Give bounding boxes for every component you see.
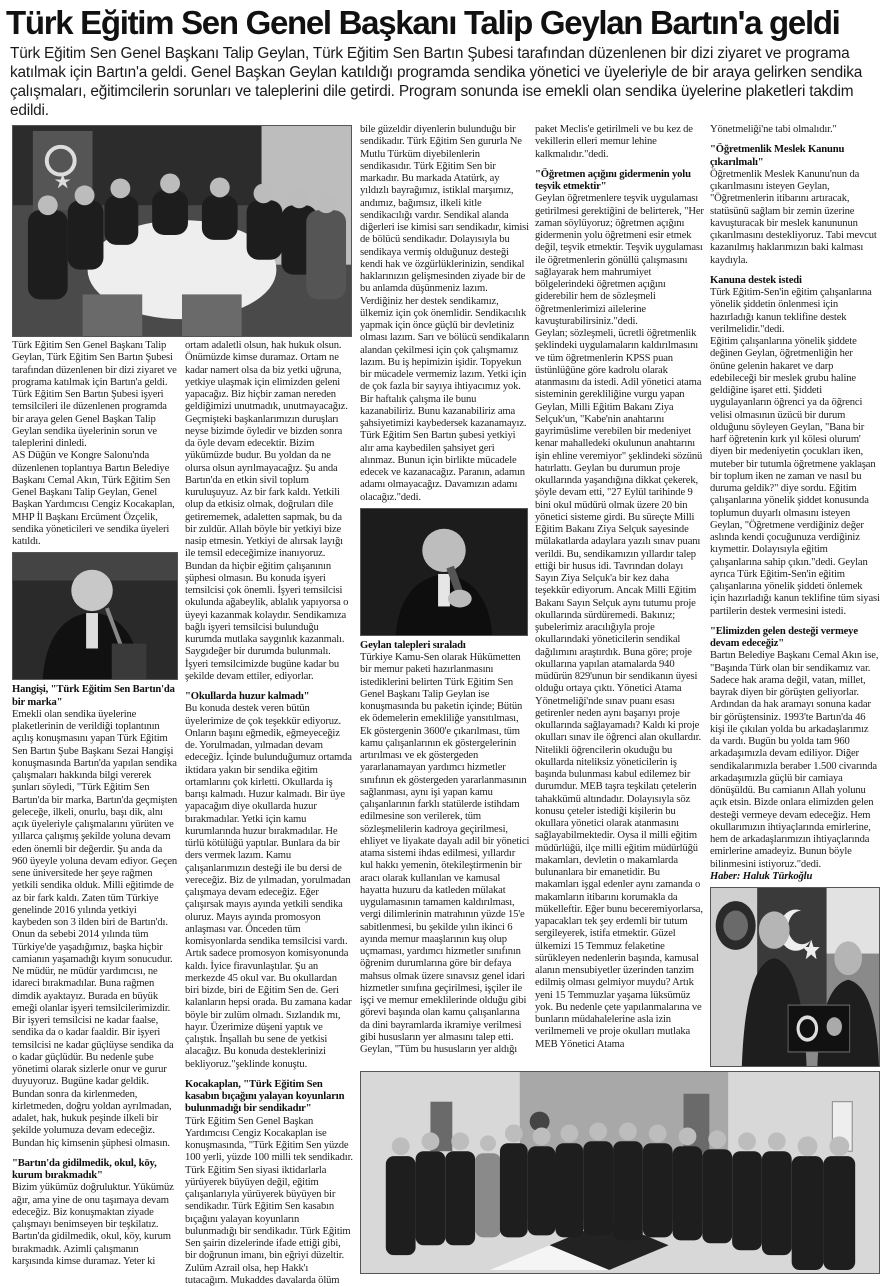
subheading-geylan-talepleri: Geylan talepleri sıraladı — [360, 640, 530, 652]
plaque-image — [711, 888, 879, 1066]
paragraph: Geylan öğretmenlere teşvik uygulaması getirilmesi gerektiğini de belirterek, "Her zaman söylüyoruz; öğretmen açığını gidermenin yolu öğretmeni esir etmek değil, teşvik etmektir. Teşvik uygulaması ile öğretmenlerin gönüllü çalışmasını sağlayarak hem mahrumiyet bölgelerindeki öğretmen açığını giderebilir hem de sözleşmeli öğretmenlerimizi ailelerine kavuşturabilirsiniz."dedi. — [535, 193, 705, 328]
group-photo — [360, 1071, 880, 1274]
article-lead: Türk Eğitim Sen Genel Başkanı Talip Geylan, Türk Eğitim Sen Bartın Şubesi tarafından düzenlenen bir dizi ziyaret ve programa katılmak için Bartın'a geldi. Genel Başkan Geylan katıldığı programda sendika yönetici ve üyeleriyle de bir araya gelirken sendika çalışmaları, eğitimcilerin sorunları ve taleplerini dile getirdi. Program sonunda ise emekli olan sendika üyelerine plaketleri takdim edildi. — [10, 44, 880, 120]
paragraph: Eğitim çalışanlarına yönelik şiddete değinen Geylan, öğretmenliğin her önüne gelenin hakaret ve darp edebileceği bir meslek grubu haline geldiğine işaret etti. Şiddeti uygulayanların öğrenci ya da öğrenci velisi olmasının üzücü bir durum olduğunu söyleyen Geylan, "Bana bir harf öğretenin kırk yıl kölesi olurum' diyen bir medeniyetin çocukları iken, muteber bir tutumla öğretmene yaklaşan bir toplum iken ne zaman ve nasıl bu duruma geldik?" diye sordu. Eğitim çalışanlarına yönelik şiddet konusunda toplumun duyarlı olmasını isteyen Geylan, "Öğretmene verdiğiniz değer aslında kendi çocuğunuza verdiğiniz kıymettir. Dolayısıyla eğitim çalışanlarına sahip çıkın."dedi. Geylan ayrıca Türk Eğitim-Sen'in eğitim çalışanlarına yönelik şiddeti önlemek için hazırladığı kanun teklifine tüm siyasi partilerin destek vermesini istedi. — [710, 336, 880, 618]
paragraph: Türk Eğitim Sen Genel Başkan Yardımcısı Cengiz Kocakaplan ise konuşmasında, "Türk Eğitim Sen yüzde 100 yerli, yüzde 100 milli tek sendikadır. Türk Eğitim Sen siyasi iktidarlarla yürüyerek büyüyen değil, eğitim çalışanlarıyla yürüyerek büyüyen bir sendikadır. Türk Eğitim Sen kasabın bıçağını yalayan koyunların bulunmadığı bir sendikadır. Türk Eğitim Sen şairin dizelerinde ifade ettiği gibi, bir doğrunun imanı, bin eğriyi düzeltir. Zulüm Azrail olsa, hep Hakk'ı tutacağım. Mukaddes davalarda ölüm — [185, 1116, 353, 1287]
column-2 — [185, 340, 353, 1287]
column-4 — [535, 124, 705, 1051]
subheading-ogretmen-acigi: "Öğretmen açığını gidermenin yolu teşvik etmektir" — [535, 169, 705, 194]
column-1 — [12, 340, 178, 1268]
dinner-table-photo — [12, 125, 352, 337]
speaker-left-image — [13, 553, 177, 679]
article-byline: Haber: Haluk Türkoğlu — [710, 871, 880, 883]
paragraph: paket Meclis'e getirilmeli ve bu kez de vekillerin elleri memur lehine kalkmalıdır."dedi. — [535, 124, 705, 161]
speaker-photo-center — [360, 508, 528, 636]
article-headline: Türk Eğitim Sen Genel Başkanı Talip Geylan Bartın'a geldi — [6, 2, 880, 44]
photo-caption: Türk Eğitim Sen Genel Başkanı Talip Geylan, Türk Eğitim Sen Bartın Şubesi tarafından düzenlenen bir dizi ziyaret ve programa katılmak için Bartın'a geldi. Türk Eğitim Sen Bartın Şubesi işyeri temsilcileri ile düzenlenen programda bir araya gelen Genel Başkan Talip Geylan sendika üyelerinin sorun ve taleplerini dinledi. — [12, 340, 178, 450]
subheading-elimizden-gelen: "Elimizden gelen desteği vermeye devam edeceğiz" — [710, 626, 880, 651]
subheading-hangisi: Hangişi, "Türk Eğitim Sen Bartın'da bir marka" — [12, 684, 178, 709]
speaker-photo-left — [12, 552, 178, 680]
column-5 — [710, 124, 880, 883]
group-image — [361, 1072, 879, 1273]
subheading-bartin: "Bartın'da gidilmedik, okul, köy, kurum bırakmadık" — [12, 1158, 178, 1183]
dinner-table-image — [13, 126, 351, 336]
photo-caption-continued: AS Düğün ve Kongre Salonu'nda düzenlenen toplantıya Bartın Belediye Başkanı Cemal Akın, Türk Eğitim Sen Genel Başkanı Talip Geylan, Genel Başkan Yardımcısı Cengiz Kocakaplan, MHP İl Başkanı Ercüment Özçelik, sendika yöneticileri ve sendika üyeleri katıldı. — [12, 450, 178, 548]
subheading-okullarda: "Okullarda huzur kalmadı" — [185, 691, 353, 703]
speaker-center-image — [361, 509, 527, 635]
paragraph: Geylan; sözleşmeli, ücretli öğretmenlik şeklindeki uygulamaların kaldırılmasını ve tüm öğretmenlerin KPSS puan üstünlüğüne göre kadrolu olarak atanmasını da istedi. Adil yönetici atama sisteminin gerekliliğine vurgu yapan Geylan, Milli Eğitim Bakanı Ziya Selçuk'un, "Kabe'nin anahtarını gayrimüslime verebilen bir medeniyet kenar mahalledeki okulunun anahtarını işin ehline veremiyor" şeklindeki sözünü hatırlattı. Geylan bu durumun proje okullarında yaşandığına dikkat çekerek, şöyle devam etti, "27 Eylül tarihinde 9 bini okul müdürü olmak üzere 20 bin yönetici sisteme girdi. Bu süreçte Milli Eğitim Bakanı Ziya Selçuk sayesinde mülakatlarda adaylara yazılı sınav puanı verildi. Bu, sendikamızın yıllardır talep ettiği bir husus idi. Tavrından dolayı Sayın Ziya Selçuk'a bir kez daha teşekkür ediyorum. Ancak Milli Eğitim Bakanı Sayın Selçuk aynı tutumu proje okullarında sürdüremedi. Bakınız; şubelerimiz aracılığıyla proje okullarındaki yöneticilerin sendikal dağılımını araştırdık. Buna göre; proje okullarına yapılan atamalarda 940 müdürün 829'unun bir sendikanın üyesi olduğu ortaya çıktı. Yönetici Atama Yönetmeliği'nde sınav puanı esası getirenler neden aynı başarıyı proje okullarında sağlayamadı? Kaldı ki proje okulları sınav ile öğrenci alan okullardır. Nitelikli öğrencilerin okuduğu bu okullarda niteliksiz yöneticilerin iş başında bulunması kabul edilemez bir durumdur. MEB taşra teşkilatı çetelerin tahakkümü altındadır. Dolayısıyla söz konusu çeteler istediği kişilerin bu okullara yönetici olarak atanmasını sağlayabilmektedir. Oysa il milli eğitim müdürlüğü, ilçe milli eğitim müdürlüğü makamları, devletin o makamlarda bulunanlara bir emanetidir. Bu makamları işgal edenler aynı zamanda o makamların itibarını korumakla da — [535, 328, 705, 904]
paragraph: Bizim yükümüz doğruluktur. Yükümüz ağır, ama yine de onu taşımaya devam edeceğiz. Biz konuşmaktan ziyade çalışmayı benimseyen bir teşkilatız. Bartın'da gidilmedik, okul, köy, kurum bırakmadık. Azimli çalışmanın karşısında kimse duramaz. Yeter ki — [12, 1182, 178, 1268]
subheading-kanuna-destek: Kanuna destek istedi — [710, 275, 880, 287]
plaque-photo — [710, 887, 880, 1067]
paragraph: ortam adaletli olsun, hak hukuk olsun. Önümüzde kimse duramaz. Ortam ne kadar namert olsa da biz yetki uğruna, yetkiye ulaşmak için elimizden geleni yapacağız. Biz hiçbir zaman nereden geldiğimizi unutmadık, unutmayacağız. Geçmişteki başkanlarımızın duruşları neyse bizimde öyledir ve bizden sonra da öyle devam edecektir. Bizim yükümüzde budur. Bu yoldan da ne olursa olsun ayrılmayacağız. Şu anda Bartın'da en etkin sivil toplum kuruluşuyuz. Az bir fark kaldı. Yetkili olup da etkisiz olmak, doğruları dile getirememek, adaletten sapmak, bu da bir zuldür. Allah böyle bir yetkiyi bize nasip etmesin. Yetkiyi de alırsak layığı ile temsil edeceğimize inanıyoruz. Bundan da hiçbir eğitim çalışanının şüphesi olmasın. Bu konuda işyeri temsilcisi çok önemli. İşyeri temsilcisi okulunda ağabeylik, ablalık yapıyorsa o üyeyi kazanmak kolaydır. Sendikamıza bağlı işyeri temsilcisi bulunduğu kurumda mutlaka saygınlık kazanmalı. Saygıdeğer bir durumda bulunmalı. İşyeri temsilcimizde bugüne kadar bu şekilde devam ettiler, ediyorlar. — [185, 340, 353, 683]
column-4-wrap — [535, 904, 705, 1051]
paragraph: Türkiye Kamu-Sen olarak Hükümetten bir memur paketi hazırlanmasını istediklerini belirten Türk Eğitim Sen Genel Başkanı Talip Geylan ise konuşmasında bu paketin içinde; Bütün ek ödemelerin emekliliğe yansıtılması, Ek göstergenin 3600'e çıkarılması, tüm kamu çalışanlarının ek göstergelerinin artırılması ve ek göstergeden yararlanamayan yardımcı hizmetler sınıfının ek göstergeden yararlanmasının sağlanması, aynı işi yapan kamu çalışanlarının farklı statülerde istihdam edilmesine son verilerek, tüm sözleşmelilerin kadroya geçirilmesi, ehliyet ve liyakate dayalı adil bir yönetici atama sistemi ihdas edilmesi, yıllardır kul hakkı yemenin, ötekileştirmenin bir aracı olarak kullanılan ve kamusal hayatta huzuru da katleden mülakat uygulamasının tamamen kaldırılması, vergi dilimlerinin matrahının yüzde 15'e sabitlenmesi, bu şekilde yılın ikinci 6 ayında memur maaşlarının kuş olup uçmaması, yardımcı hizmetler sınıfının öğrenim durumlarına göre bir defaya mahsus olmak üzere sınavsız genel idari hizmetler sınıfına geçirilmesi, işçiler ile işçi ve memur emeklilerinde olduğu gibi görevi başında olan kamu çalışanlarına da dini bayramlarda ikramiye verilmesi gibi hususların yer almasını talep etti. Geylan, "Tüm bu hususların yer aldığı — [360, 652, 530, 1056]
paragraph: Bartın Belediye Başkanı Cemal Akın ise, "Başında Türk olan bir sendikamız var. Sadece hak arama değil, vatan, millet, bayrak diyen bir görüşten geliyorlar. Ardından da hak aramayı sonuna kadar bir görüştensiniz. 1993'te Bartın'da 46 kişi ile çıkılan yolda bu arkadaşlarımız da vardı. Bugün bu yolda tam 960 arkadaşımızla devam ediliyor. Diğer sendikalarımızla beraber 1.500 civarında arkadaşımızla güçlü bir camiaya dönüşüldü. Bu camianın Allah yolunu açık etsin. Bizde onlara elimizden gelen desteği vermeye devam edeceğiz. Hem okullarımızın ihtiyaçlarında emirlerine, hem de arkadaşlarımızın ihtiyaçlarında emirlerine amadeyiz. Bunun böyle bilinmesini istiyoruz."dedi. — [710, 650, 880, 871]
paragraph: mükelleftir. Eğer bunu beceremiyorlarsa, yapacakları tek şey erdemli bir tutum sergileyerek, istifa etmektir. Güzel ülkemizi 15 Temmuz felaketine sürükleyen nedenlerin başında, kamusal alanın mensubiyetler üzerinden tanzim edilmiş olması gelmiyor muydu? Artık yeni 15 Temmuzlar yaşama lüksümüz yok. Bu nedenle çete yapılanmalarına ve bunların müdahalelerine asla izin verilmemeli ve proje okulları mutlaka MEB Yönetici Atama — [535, 904, 705, 1051]
paragraph: Emekli olan sendika üyelerine plaketlerinin de verildiği toplantının açılış konuşmasını yapan Türk Eğitim Sen Bartın Şube Başkanı Sezai Hangişi konuşmasında Bartın'da yapılan sendika çalışmaları hakkında bilgi vererek şunları söyledi, "Türk Eğitim Sen Bartın'da bir marka, Bartın'da geçmişten geleceğe, ilkeli, onurlu, başı dik, alnı açık üyeleriyle çalışmalarını yürüten ve yıllarca çalışmış şekilde yoluna devam eden önemli bir değerdir. Şu anda da 960 üyeyle yoluna devam ediyor. Geçen sene üniversitede her şeye rağmen yetkili sendika olduk. Milli eğitimde de az bir fark kaldı. Zaten tüm Türkiye genelinde 2016 yılında yetkiyi kaybeden son 3 ilden biri de Bartın'dı. Onun da sebebi 2014 yılında tüm Türkiye'de yaşadığımız, başka hiçbir camianın yaşamadığı kıyım sonucudur. Ne müdür, ne müdür yardımcısı, ne idareci bırakmadılar. Buna rağmen dimdik ayaktayız. Burada en büyük emeği olanlar işyeri temsilcilerimizdir. Bir işyeri temsilcisi ne kadar faalse, sendika da o kadar faaldir. Bir işyeri temsilcisi ne kadar güçlüyse sendika da o kadar güçlüdür. Bu nedenle şube yönetimi olarak sizlerle onur ve gurur duyuyoruz. Bugüne kadar geldik. Bundan sonra da kirlenmeden, kirletmeden, doğru yoldan ayrılmadan, adalet, hak, hukuk peşinde ilkeli bir şekilde yolumuza devam edeceğiz. Bundan hiç kimsenin şüphesi olmasın. — [12, 709, 178, 1150]
paragraph: bile güzeldir diyenlerin bulunduğu bir sendikadır. Türk Eğitim Sen gururla Ne Mutlu Türküm diyebilenlerin sendikasıdır. Türk Eğitim Sen bir markadır. Bu markada Atatürk, ay yıldızlı bayrağımız, istiklal marşımız, andımız, bağımsız, ilkeli kitle sendikacılığı vardır. Sendikal alanda diğerleri ise kimisi sarı sendikadır, kimisi de bölücü sendikadır. Dolayısıyla bu sendikaya vermiş olduğunuz desteği kendi hak ve özgürlüklerinizin, sendikal haklarınızın gelişmesinden ziyade bir de bu anlamda düşünmeniz lazım. Verdiğiniz her destek sendikamız, ülkemiz için çok önemlidir. Sendikacılık yapmak için önce güçlü bir devletiniz olması lazım. Sarı ve bölücü sendikaların alandan çekilmesi için çok çalışmamız lazım. Bu iş hepimizin işidir. Topyekun bir mücadele vermemiz lazım. Yetki için de çok fazla bir sayıya ihtiyacımız yok. Bir haftalık çalışma ile bunu kazanabiliriz. Bunu kazanabiliriz ama şahsiyetimizi kaybedersek kazanamayız. Türk Eğitim Sen Bartın şubesi yetkiyi alır ama kaybedilen şahsiyet geri alınmaz. Bunun için birlikte mücadele edecek ve kazanacağız. Paranın, adamın adamı olmayacağız. Davamızın adamı olacağız."dedi. — [360, 124, 530, 504]
paragraph: Bu konuda destek veren bütün üyelerimize de çok teşekkür ediyoruz. Onların başını eğmedik, eğmeyeceğiz de. Yorulmadan, yılmadan devam edeceğiz. İçinde bulunduğumuz ortamda iktidara yakın bir sendika eğitim ortamlarını çok kirletti. Okullarda iş barışı kalmadı. Huzur kalmadı. Bir üye yapacağım diye okullarda huzur bırakmadılar. Yetki için kamu kurumlarında huzur bırakmadılar. He türlü kötülüğü yaptılar. Bunlara da bir ders vermek lazım. Kamu çalışanlarımızın desteği ile bu dersi de vereceğiz. Biz de yılmadan, yorulmadan çalışmaya devam edeceğiz. Eğer çalışırsak mayıs ayında yetkili sendika oluruz. Mayıs ayında promosyon anlaşması var. Önceden tüm komisyonlarda sendika temsilcisi vardı. Artık sadece promosyon komisyonunda kaldı. İyice firavunlaştılar. Şu an merkezde 45 okul var. Bu okullardan biri bizde, biri de Eğitim Sen de. Geri kalanların hepsi orada. Bu zamana kadar böyle bir zulüm olmadı. Sızlandık mı, hayır. Üzerimize düşeni yaptık ve çalıştık. İnşallah bu sene de yetkisi alacağız. Bu konuda desteklerinizi bekliyoruz."şeklinde konuştu. — [185, 703, 353, 1071]
subheading-meslek-kanunu: "Öğretmenlik Meslek Kanunu çıkarılmalı" — [710, 144, 880, 169]
subheading-kocakaplan: Kocakaplan, "Türk Eğitim Sen kasabın bıçağını yalayan koyunların bulunmadığı bir sendikadır" — [185, 1079, 353, 1116]
paragraph: Öğretmenlik Meslek Kanunu'nun da çıkarılmasını isteyen Geylan, "Öğretmenlerin itibarını artıracak, statüsünü sağlam bir zemin üzerine kavuşturacak bir meslek kanununun çıkarılmasını destekliyoruz. Tabi mevcut kazanılmış haklarımızın baki kalması kaydıyla. — [710, 169, 880, 267]
paragraph: Yönetmeliği'ne tabi olmalıdır." — [710, 124, 880, 136]
column-3 — [360, 124, 530, 1056]
paragraph: Türk Eğitim-Sen'in eğitim çalışanlarına yönelik şiddetin önlenmesi için hazırladığı kanun teklifine destek verilmelidir."dedi. — [710, 287, 880, 336]
